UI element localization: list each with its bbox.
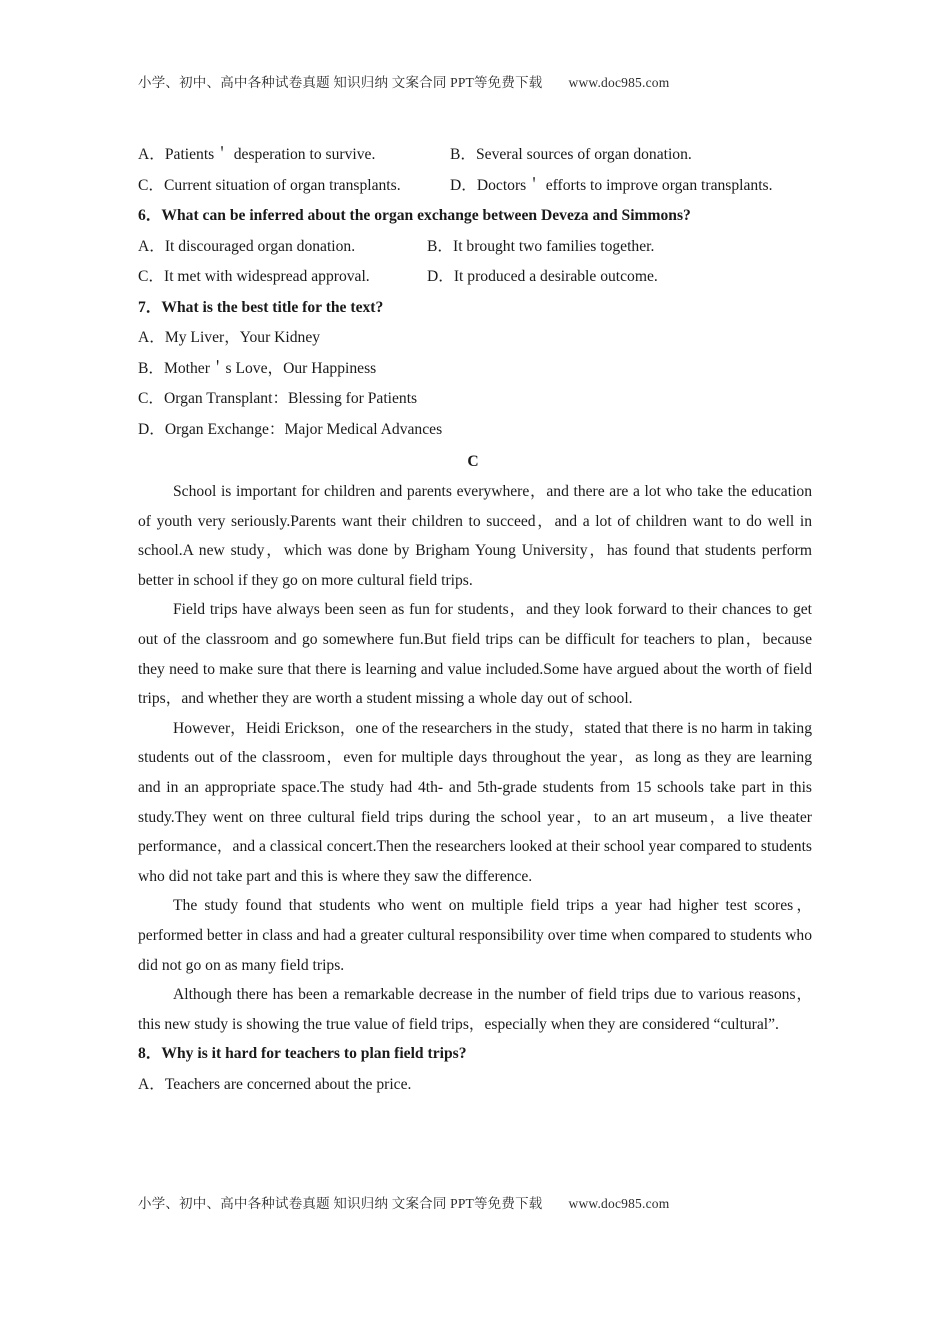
passage-section-letter: C [467, 453, 479, 470]
footer-watermark-text: 小学、初中、高中各种试卷真题 知识归纳 文案合同 PPT等免费下载 [138, 1196, 543, 1211]
option-c-label: C． [138, 176, 164, 194]
option-a-label: A． [138, 1075, 165, 1093]
question-7-stem [138, 293, 812, 324]
option-a [138, 323, 812, 354]
question-7-number: 7． [138, 298, 162, 316]
header-watermark-text: 小学、初中、高中各种试卷真题 知识归纳 文案合同 PPT等免费下载 [138, 75, 543, 90]
option-a-text: Teachers are concerned about the price. [164, 1075, 412, 1093]
option-c [138, 171, 450, 202]
option-a [138, 232, 427, 263]
option-b-text: It brought two families together. [453, 237, 655, 255]
option-d-text: Organ Exchange：Major Medical Advances [164, 420, 443, 438]
option-a-label: A． [138, 329, 165, 346]
option-d-label: D． [450, 176, 477, 194]
option-b [138, 354, 812, 385]
option-d-label: D． [138, 420, 165, 438]
option-a-text: My Liver，Your Kidney [164, 329, 321, 346]
option-row [138, 262, 812, 293]
option-b [427, 232, 654, 263]
option-a [138, 1070, 812, 1101]
option-b-label: B． [138, 359, 164, 377]
option-a-label: A． [138, 237, 165, 255]
option-b-text: Several sources of organ donation. [476, 146, 692, 163]
option-d-label: D． [427, 268, 454, 285]
header-watermark [138, 71, 810, 91]
option-b-label: B． [450, 146, 476, 163]
option-c-text: Current situation of organ transplants. [164, 176, 401, 194]
passage-paragraph: Although there has been a remarkable decrease in the number of field trips due to various reasons，this new study is showing the true value of field trips，especially when they are considered “cultural”. [138, 986, 812, 1033]
option-d [138, 415, 812, 446]
option-c [138, 384, 812, 415]
option-b [450, 140, 692, 171]
option-a-text: It discouraged organ donation. [164, 237, 356, 255]
option-c-text: Organ Transplant：Blessing for Patients [164, 390, 418, 407]
question-8-stem [138, 1039, 812, 1070]
page-content [138, 140, 812, 1100]
question-6-stem [138, 201, 812, 232]
passage-paragraph: Field trips have always been seen as fun for students，and they look forward to their chances to get out of the classroom and go somewhere fun.But field trips can be difficult for teachers to plan，because they need to make sure that there is learning and value included.Some have argued about the worth of field trips，and whether they are worth a student missing a whole day out of school. [138, 601, 812, 708]
passage-paragraph: The study found that students who went on multiple field trips a year had higher test scores，performed better in class and had a greater cultural responsibility over time when compared to students who did not go on as many field trips. [138, 897, 812, 974]
option-a-text: Patients＇ desperation to survive. [164, 146, 376, 163]
question-8-text: Why is it hard for teachers to plan field trips? [161, 1045, 467, 1063]
option-row [138, 171, 812, 202]
passage-paragraph: However，Heidi Erickson，one of the researchers in the study，stated that there is no harm in taking students out of the classroom，even for multiple days throughout the year，as long as they are learning and in an appropriate space.The study had 4th- and 5th-grade students from 15 schools take part in this study.They went on three cultural field trips during the school year，to an art museum，a live theater performance，and a classical concert.Then the researchers looked at their school year compared to students who did not take part and this is where they saw the difference. [138, 719, 812, 885]
option-a [138, 140, 450, 171]
question-7-text: What is the best title for the text? [161, 298, 384, 316]
option-c-text: It met with widespread approval. [164, 268, 370, 285]
question-8-number: 8． [138, 1045, 162, 1063]
footer-watermark [138, 1192, 810, 1212]
header-watermark-url: www.doc985.com [568, 75, 670, 90]
option-d-text: Doctors＇ efforts to improve organ transplants. [476, 176, 773, 194]
option-row [138, 232, 812, 263]
footer-watermark-url: www.doc985.com [568, 1196, 670, 1211]
option-b-text: Mother＇s Love，Our Happiness [164, 359, 377, 377]
option-b-label: B． [427, 237, 453, 255]
option-row [138, 140, 812, 171]
option-c-label: C． [138, 268, 164, 285]
option-c-label: C． [138, 390, 164, 407]
question-6-number: 6． [138, 207, 162, 224]
option-c [138, 262, 427, 293]
question-6-text: What can be inferred about the organ exchange between Deveza and Simmons? [161, 207, 691, 224]
option-d [427, 262, 658, 293]
option-d [450, 171, 773, 202]
passage-paragraph: School is important for children and parents everywhere，and there are a lot who take the education of youth very seriously.Parents want their children to succeed，and a lot of children want to do well in school.A new study，which was done by Brigham Young University，has found that students perform better in school if they go on more cultural field trips. [138, 483, 812, 589]
option-a-label: A． [138, 146, 165, 163]
option-d-text: It produced a desirable outcome. [453, 268, 658, 285]
